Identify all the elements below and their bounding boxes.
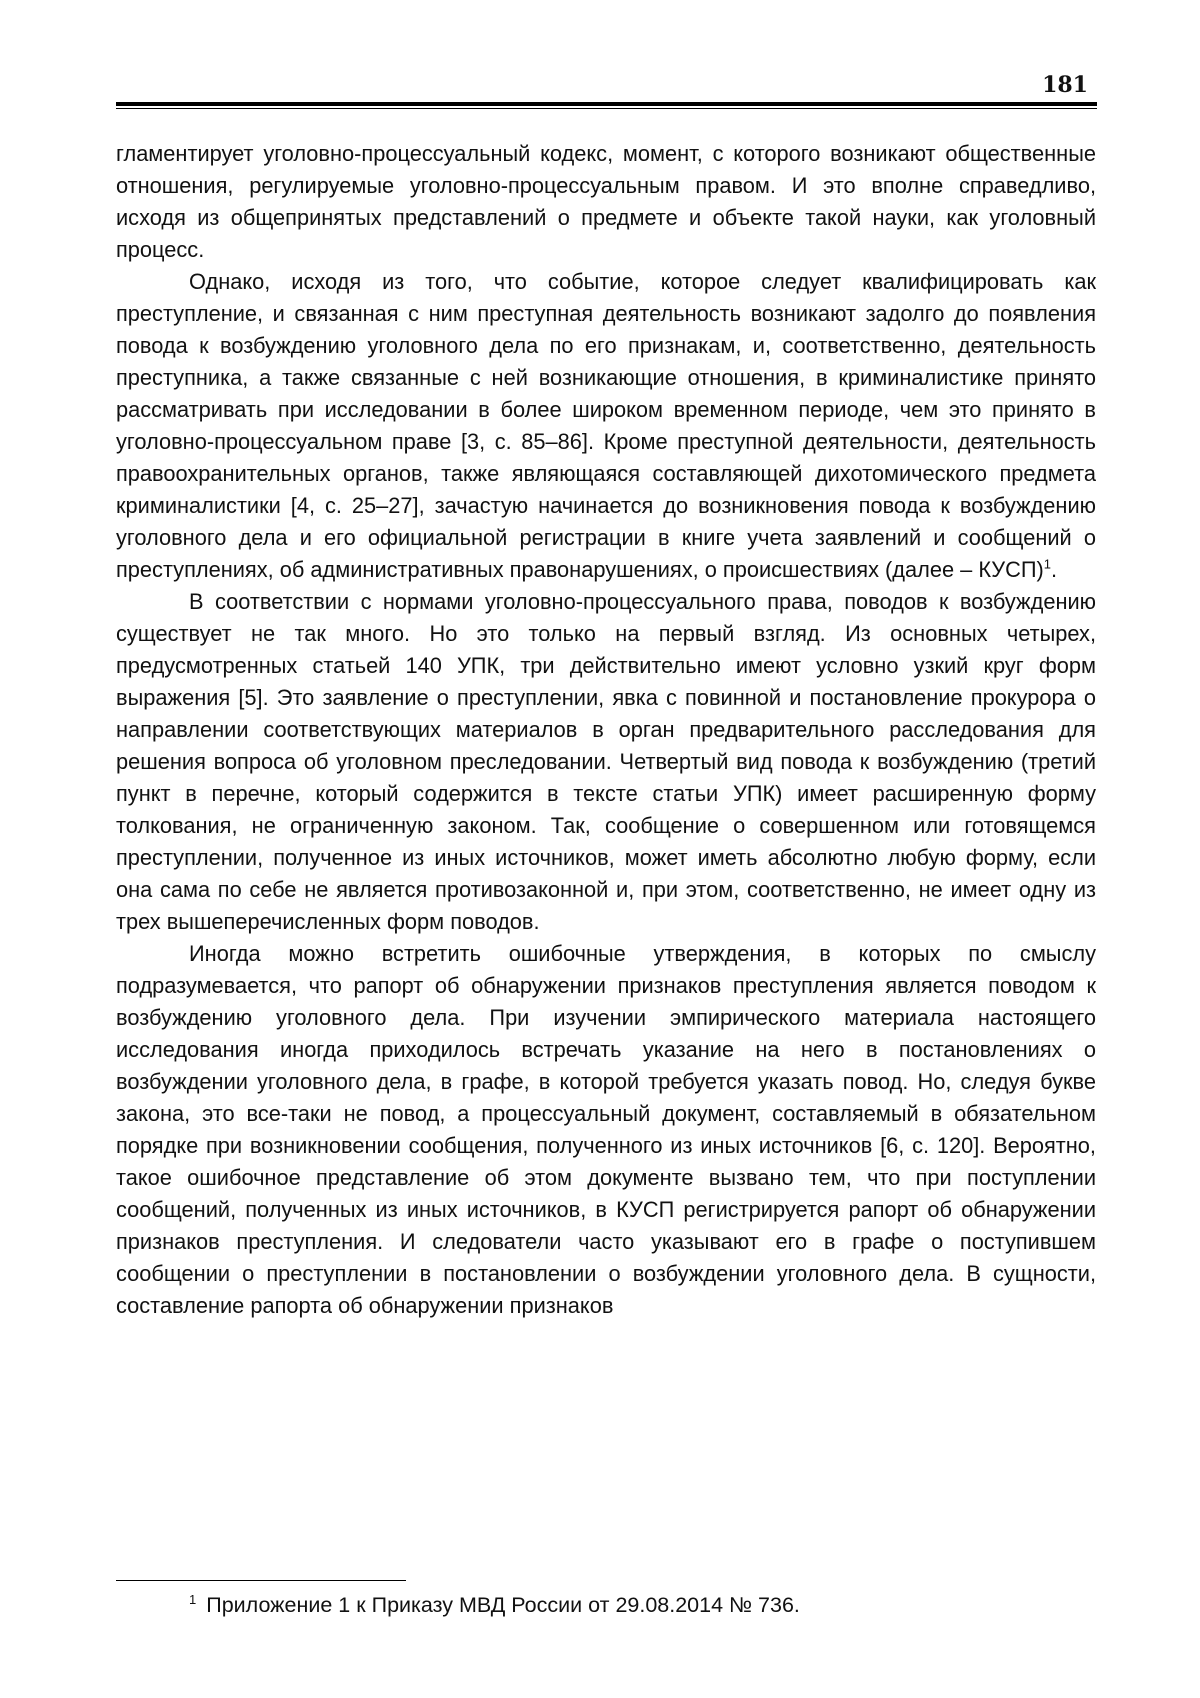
paragraph: Иногда можно встретить ошибочные утверждения, в которых по смыслу подразумевается, что рапорт об обнаружении признаков преступления является поводом к возбуждению уголовного дела. При изучении эмпирического материала настоящего исследования иногда приходилось встречать указание на него в постановлениях о возбуждении уголовного дела, в графе, в которой требуется указать повод. Но, следуя букве закона, это все-таки не повод, а процессуальный документ, составляемый в обязательном порядке при возникновении сообщения, полученного из иных источников [6, с. 120]. Вероятно, такое ошибочное представление об этом документе вызвано тем, что при поступлении сообщений, полученных из иных источников, в КУСП регистрируется рапорт об обнаружении признаков преступления. И следователи часто указывают его в графе о поступившем сообщении о преступлении в постановлении о возбуждении уголовного дела. В сущности, составление рапорта об обнаружении признаков — [116, 941, 1096, 1318]
body-text — [116, 138, 1096, 1322]
footnote — [189, 1590, 800, 1620]
header-rule-thin — [116, 108, 1097, 109]
footnote-separator — [116, 1580, 406, 1581]
footnote-mark: 1 — [189, 1591, 197, 1607]
paragraph-end: . — [1051, 557, 1058, 582]
footnote-text: Приложение 1 к Приказу МВД России от 29.08.2014 № 736. — [206, 1593, 800, 1617]
paragraph: гламентирует уголовно-процессуальный кодекс, момент, с которого возникают общественные отношения, регулируемые уголовно-процессуальным правом. И это вполне справедливо, исходя из общепринятых представлений о предмете и объекте такой науки, как уголовный процесс. — [116, 141, 1096, 262]
footnote-reference: 1 — [1043, 556, 1052, 572]
paragraph: В соответствии с нормами уголовно-процессуального права, поводов к возбуждению существует не так много. Но это только на первый взгляд. Из основных четырех, предусмотренных статьей 140 УПК, три действительно имеют условно узкий круг форм выражения [5]. Это заявление о преступлении, явка с повинной и постановление прокурора о направлении соответствующих материалов в орган предварительного расследования для решения вопроса об уголовном преследовании. Четвертый вид повода к возбуждению (третий пункт в перечне, который содержится в тексте статьи УПК) имеет расширенную форму толкования, не ограниченную законом. Так, сообщение о совершенном или готовящемся преступлении, полученное из иных источников, может иметь абсолютно любую форму, если она сама по себе не является противозаконной и, при этом, соответственно, не имеет одну из трех вышеперечисленных форм поводов. — [116, 589, 1096, 934]
header-rule-thick — [116, 102, 1097, 106]
paragraph-text: Однако, исходя из того, что событие, которое следует квалифицировать как преступление, и связанная с ним преступная деятельность возникают задолго до появления повода к возбуждению уголовного дела по его признакам, и, соответственно, деятельность преступника, а также связанные с ней возникающие отношения, в криминалистике принято рассматривать при исследовании в более широком временном периоде, чем это принято в уголовно-процессуальном праве [3, с. 85–86]. Кроме преступной деятельности, деятельность правоохранительных органов, также являющаяся составляющей дихотомического предмета криминалистики [4, с. 25–27], зачастую начинается до возникновения повода к возбуждению уголовного дела и его официальной регистрации в книге учета заявлений и сообщений о преступлениях, об административных правонарушениях, о происшествиях (далее – КУСП) — [116, 269, 1096, 582]
paragraph — [116, 266, 1096, 586]
page-number: 181 — [1042, 72, 1088, 98]
